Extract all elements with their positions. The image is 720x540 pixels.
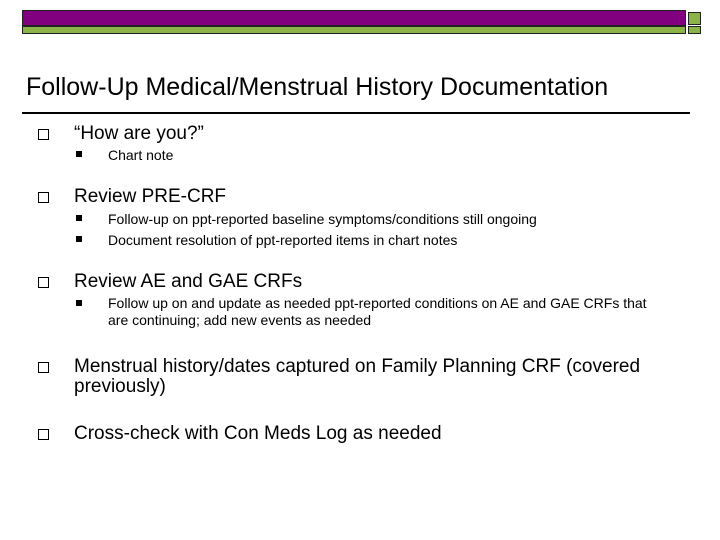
hollow-square-bullet-icon <box>38 192 49 203</box>
filled-square-bullet-icon <box>76 151 82 157</box>
slide-title: Follow-Up Medical/Menstrual History Documentation <box>26 73 609 101</box>
filled-square-bullet-icon <box>76 300 82 306</box>
bullet-text: “How are you?” <box>74 123 204 144</box>
bullet-text: Review AE and GAE CRFs <box>74 271 303 292</box>
hollow-square-bullet-icon <box>38 277 49 288</box>
sub-bullet-text: Document resolution of ppt-reported items in chart notes <box>108 232 458 248</box>
header-bar-purple <box>22 10 686 26</box>
filled-square-bullet-icon <box>76 236 82 242</box>
sub-bullet-text: Chart note <box>108 147 174 163</box>
filled-square-bullet-icon <box>76 215 82 221</box>
bullet-text: Menstrual history/dates captured on Family Planning CRF (covered previously) <box>74 356 641 397</box>
bullet-text: Review PRE-CRF <box>74 186 227 207</box>
hollow-square-bullet-icon <box>38 429 49 440</box>
hollow-square-bullet-icon <box>38 362 49 373</box>
header-bar-green <box>22 26 686 34</box>
sub-bullet-text: Follow-up on ppt-reported baseline symptoms/conditions still ongoing <box>108 211 537 227</box>
sub-bullet-text: Follow up on and update as needed ppt-reported conditions on AE and GAE CRFs that are continuing; add new events as needed <box>108 295 647 328</box>
hollow-square-bullet-icon <box>38 129 49 140</box>
header-square-top <box>688 12 701 25</box>
bullet-text: Cross-check with Con Meds Log as needed <box>74 423 442 444</box>
header-square-bottom <box>688 26 701 34</box>
title-underline <box>22 112 690 114</box>
